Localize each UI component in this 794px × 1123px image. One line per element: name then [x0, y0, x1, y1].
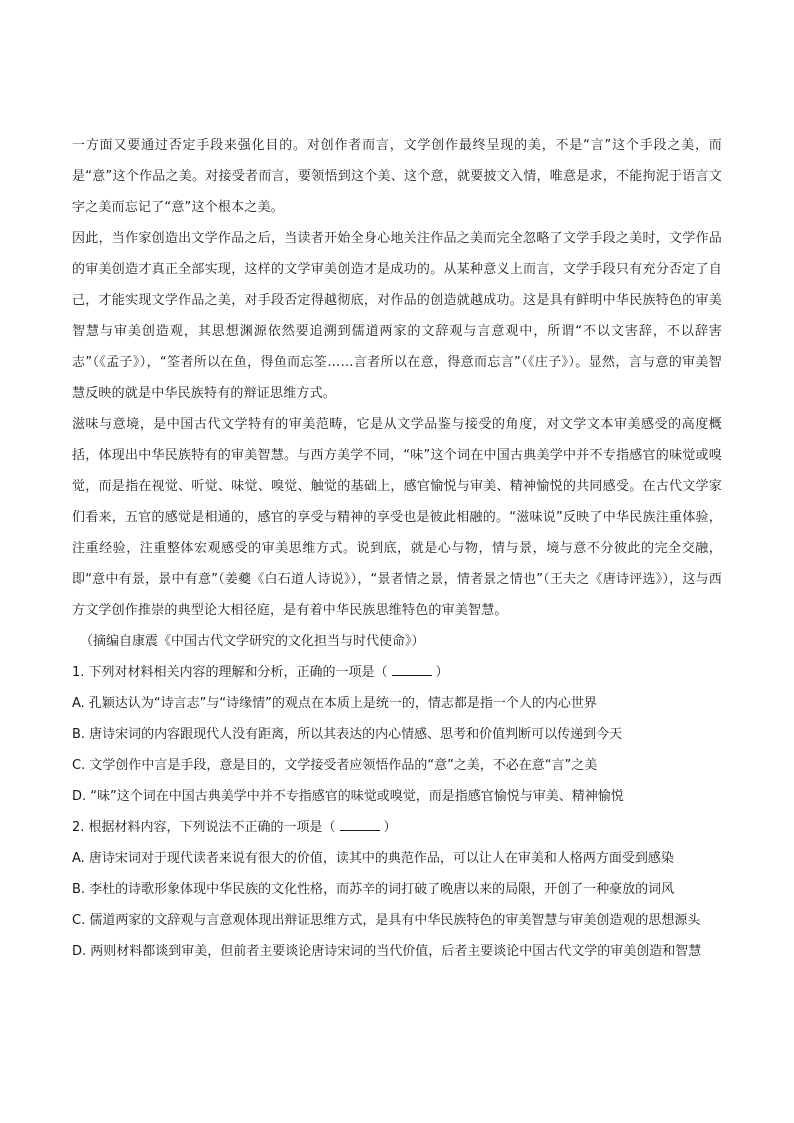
question-1-option-d: D. “味”这个词在中国古典美学中并不专指感官的味觉或嗅觉，而是指感官愉悦与审美、精神愉悦 [72, 789, 624, 804]
question-2-option-c: C. 儒道两家的文辞观与言意观体现出辩证思维方式，是具有中华民族特色的审美智慧与审美创造观的思想源头 [72, 913, 701, 928]
question-2-answer-blank[interactable] [340, 830, 380, 831]
question-1-stem-text: 1. 下列对材料相关内容的理解和分析，正确的一项是（ [72, 665, 388, 680]
question-1-stem-close: ） [435, 665, 449, 680]
question-2-stem [72, 812, 722, 843]
question-1-option-c: C. 文学创作中言是手段，意是目的，文学接受者应领悟作品的“意”之美，不必在意“言”之美 [72, 758, 598, 773]
passage-paragraph-2: 因此，当作家创造出文学作品之后，当读者开始全身心地关注作品之美而完全忽略了文学手段之美时，文学作品的审美创造才真正全部实现，这样的文学审美创造才是成功的。从某种意义上而言，文学手段只有充分否定了自己，才能实现文学作品之美，对手段否定得越彻底，对作品的创造就越成功。这是具有鲜明中华民族特色的审美智慧与审美创造观，其思想渊源依然要追溯到儒道两家的文辞观与言意观中，所谓“不以文害辞，不以辞害志”（《孟子》），“筌者所以在鱼，得鱼而忘筌……言者所以在意，得意而忘言”（《庄子》）。显然，言与意的审美智慧反映的就是中华民族特有的辩证思维方式。 [72, 231, 722, 401]
question-2-stem-close: ） [383, 820, 397, 835]
question-1-stem [72, 657, 722, 688]
question-1-option-a: A. 孔颖达认为“诗言志”与“诗缘情”的观点在本质上是统一的，情志都是指一个人的内心世界 [72, 696, 597, 711]
passage-paragraph-1: 一方面又要通过否定手段来强化目的。对创作者而言，文学创作最终呈现的美，不是“言”这个手段之美，而是“意”这个作品之美。对接受者而言，要领悟到这个美、这个意，就要披文入情，唯意是求，不能拘泥于语言文字之美而忘记了“意”这个根本之美。 [72, 138, 722, 215]
question-2-stem-text: 2. 根据材料内容，下列说法不正确的一项是（ [72, 820, 336, 835]
document-page [72, 130, 722, 967]
question-1-option-b: B. 唐诗宋词的内容跟现代人没有距离，所以其表达的内心情感、思考和价值判断可以传递到今天 [72, 727, 623, 742]
question-2-option-a: A. 唐诗宋词对于现代读者来说有很大的价值，读其中的典范作品，可以让人在审美和人格两方面受到感染 [72, 851, 674, 866]
question-2-option-b: B. 李杜的诗歌形象体现中华民族的文化性格，而苏辛的词打破了晚唐以来的局限，开创了一种豪放的词风 [72, 882, 675, 897]
question-2-option-d: D. 两则材料都谈到审美，但前者主要谈论唐诗宋词的当代价值，后者主要谈论中国古代文学的审美创造和智慧 [72, 944, 702, 959]
passage-paragraph-3: 滋味与意境，是中国古代文学特有的审美范畴，它是从文学品鉴与接受的角度，对文学文本审美感受的高度概括，体现出中华民族特有的审美智慧。与西方美学不同，“味”这个词在中国古典美学中并不专指感官的味觉或嗅觉，而是指在视觉、听觉、味觉、嗅觉、触觉的基础上，感官愉悦与审美、精神愉悦的共同感受。在古代文学家们看来，五官的感觉是相通的，感官的享受与精神的享受也是彼此相融的。“滋味说”反映了中华民族注重体验，注重经验，注重整体宏观感受的审美思维方式。说到底，就是心与物，情与景，境与意不分彼此的完全交融，即“意中有景，景中有意”（姜夔《白石道人诗说》），“景者情之景，情者景之情也”（王夫之《唐诗评选》），这与西方文学创作推崇的典型论大相径庭，是有着中华民族思维特色的审美智慧。 [72, 417, 722, 618]
passage-source: （摘编自康震《中国古代文学研究的文化担当与时代使命》） [80, 634, 425, 649]
question-1-answer-blank[interactable] [392, 675, 432, 676]
